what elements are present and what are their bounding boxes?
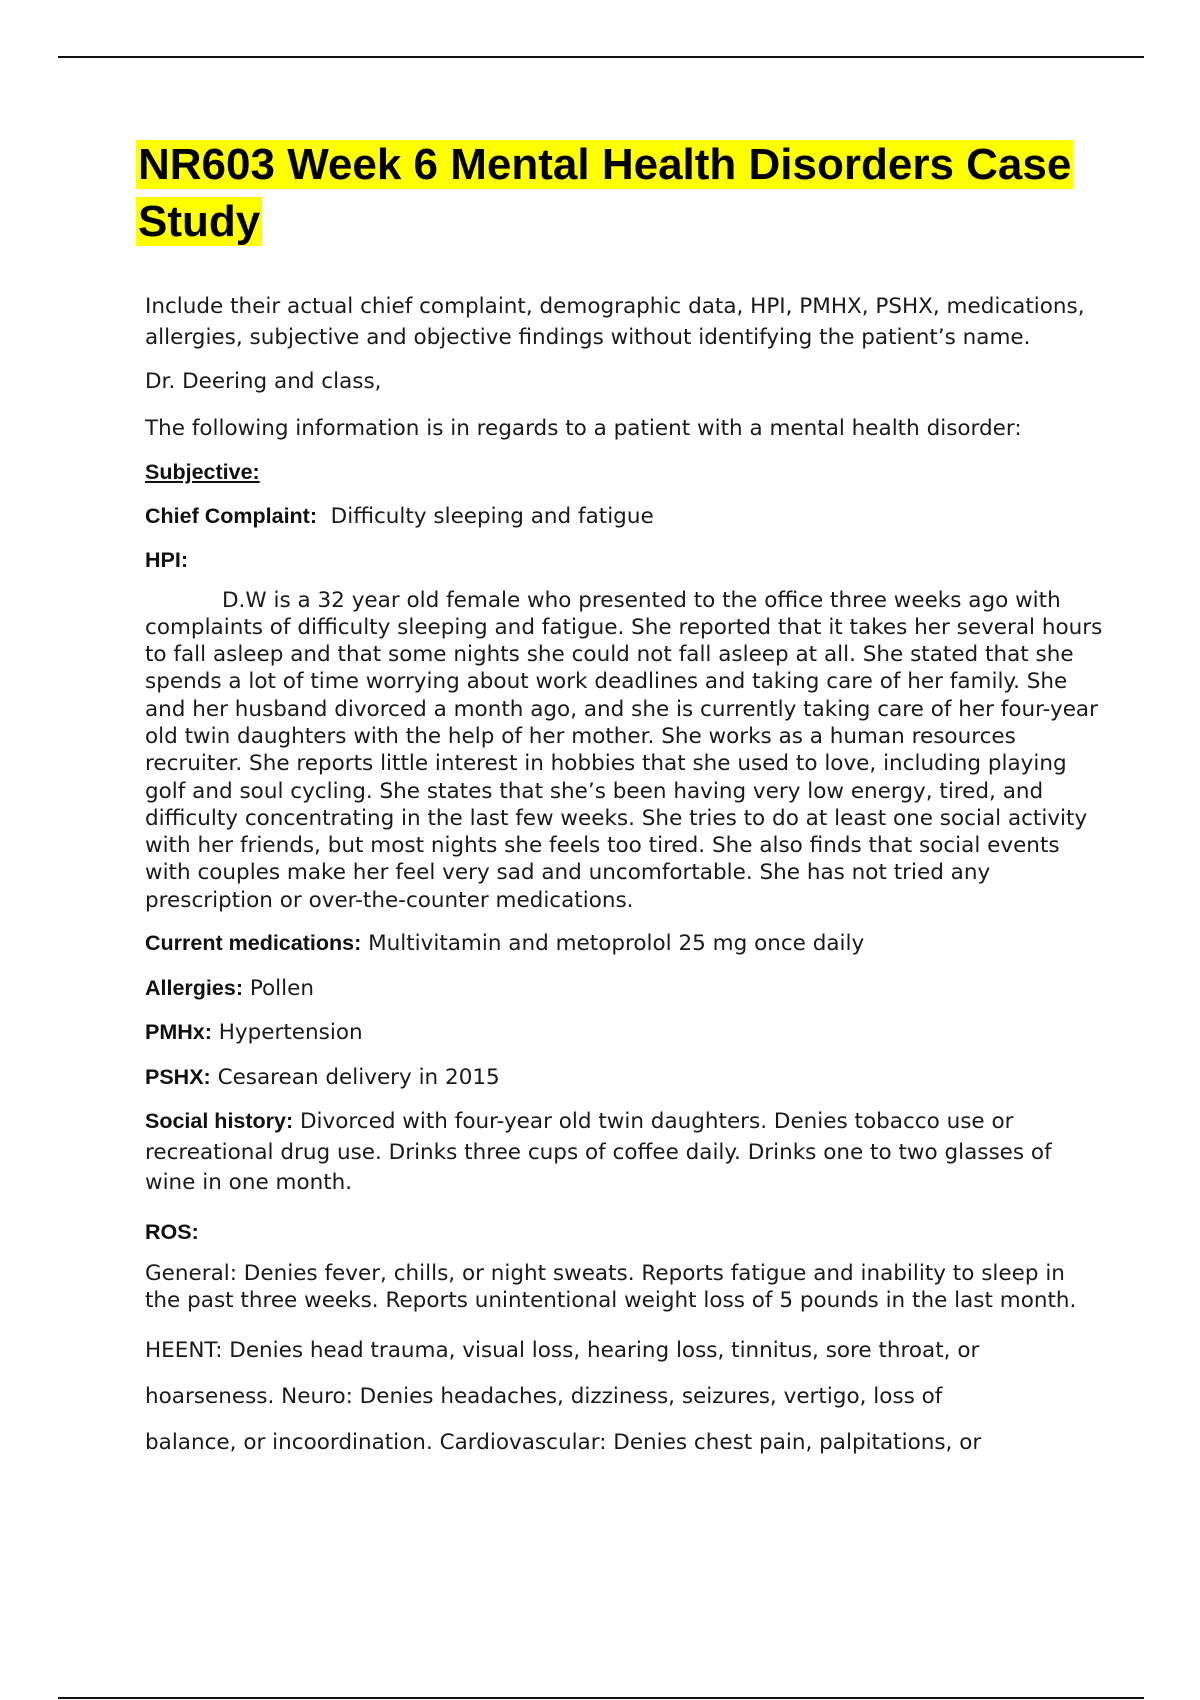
ros-heent-line-1: HEENT: Denies head trauma, visual loss, hearing loss, tinnitus, sore throat, or <box>145 1338 980 1364</box>
pmhx-label: PMHx: <box>145 1020 212 1045</box>
chief-complaint-value: Difficulty sleeping and fatigue <box>330 503 654 529</box>
allergies <box>145 973 1105 1005</box>
ros-label: ROS: <box>145 1219 199 1244</box>
chief-complaint-label: Chief Complaint: <box>145 503 317 528</box>
document-body <box>145 292 1105 1466</box>
chief-complaint <box>145 501 1105 533</box>
pmhx <box>145 1017 1105 1049</box>
social-history-label: Social history: <box>145 1109 294 1134</box>
subjective-heading <box>145 457 1105 489</box>
pshx <box>145 1062 1105 1094</box>
hpi-heading <box>145 545 1105 577</box>
bottom-rule <box>58 1697 1144 1699</box>
current-medications <box>145 928 1105 960</box>
social-history-value: Divorced with four-year old twin daughters. Denies tobacco use or recreational drug use. Drinks three cups of coffee daily. Drinks one to two glasses of wine in one month. <box>145 1109 1052 1196</box>
pshx-label: PSHX: <box>145 1064 211 1089</box>
allergies-label: Allergies: <box>145 975 243 1000</box>
hpi-label: HPI: <box>145 548 188 572</box>
ros-heent-line-3: balance, or incoordination. Cardiovascular: Denies chest pain, palpitations, or <box>145 1430 982 1456</box>
pmhx-value: Hypertension <box>218 1020 363 1046</box>
subjective-heading-text: Subjective: <box>145 460 260 484</box>
hpi-paragraph: D.W is a 32 year old female who presented to the office three weeks ago with complaints of difficulty sleeping and fatigue. She reported that it takes her several hours to fall asleep and that some nights she could not fall asleep at all. She stated that she spends a lot of time worrying about work deadlines and taking care of her family. She and her husband divorced a month ago, and she is currently taking care of her four-year old twin daughters with the help of her mother. She works as a human resources recruiter. She reports little interest in hobbies that she used to love, including playing golf and soul cycling. She states that she’s been having very low energy, tired, and difficulty concentrating in the last few weeks. She tries to do at least one social activity with her friends, but most nights she feels too tired. She also finds that social events with couples make her feel very sad and uncomfortable. She has not tried any prescription or over-the-counter medications. <box>145 587 1103 913</box>
allergies-value: Pollen <box>249 975 314 1001</box>
document-title <box>136 136 1096 250</box>
medications-label: Current medications: <box>145 931 362 956</box>
intro-paragraph: The following information is in regards to a patient with a mental health disorder: <box>145 415 1022 441</box>
ros-heent-line-2: hoarseness. Neuro: Denies headaches, dizziness, seizures, vertigo, loss of <box>145 1384 943 1410</box>
pshx-value: Cesarean delivery in 2015 <box>217 1064 500 1090</box>
ros-general: General: Denies fever, chills, or night sweats. Reports fatigue and inability to sleep in the past three weeks. Reports unintentional weight loss of 5 pounds in the last month. <box>145 1261 1077 1313</box>
greeting: Dr. Deering and class, <box>145 369 382 394</box>
top-rule <box>58 56 1144 58</box>
medications-value: Multivitamin and metoprolol 25 mg once daily <box>368 931 865 957</box>
instructions-paragraph: Include their actual chief complaint, demographic data, HPI, PMHX, PSHX, medications, allergies, subjective and objective findings without identifying the patient’s name. <box>145 294 1085 350</box>
ros-heading <box>145 1217 1105 1249</box>
title-highlight: NR603 Week 6 Mental Health Disorders Case Study <box>138 140 1072 246</box>
social-history <box>145 1106 1105 1199</box>
